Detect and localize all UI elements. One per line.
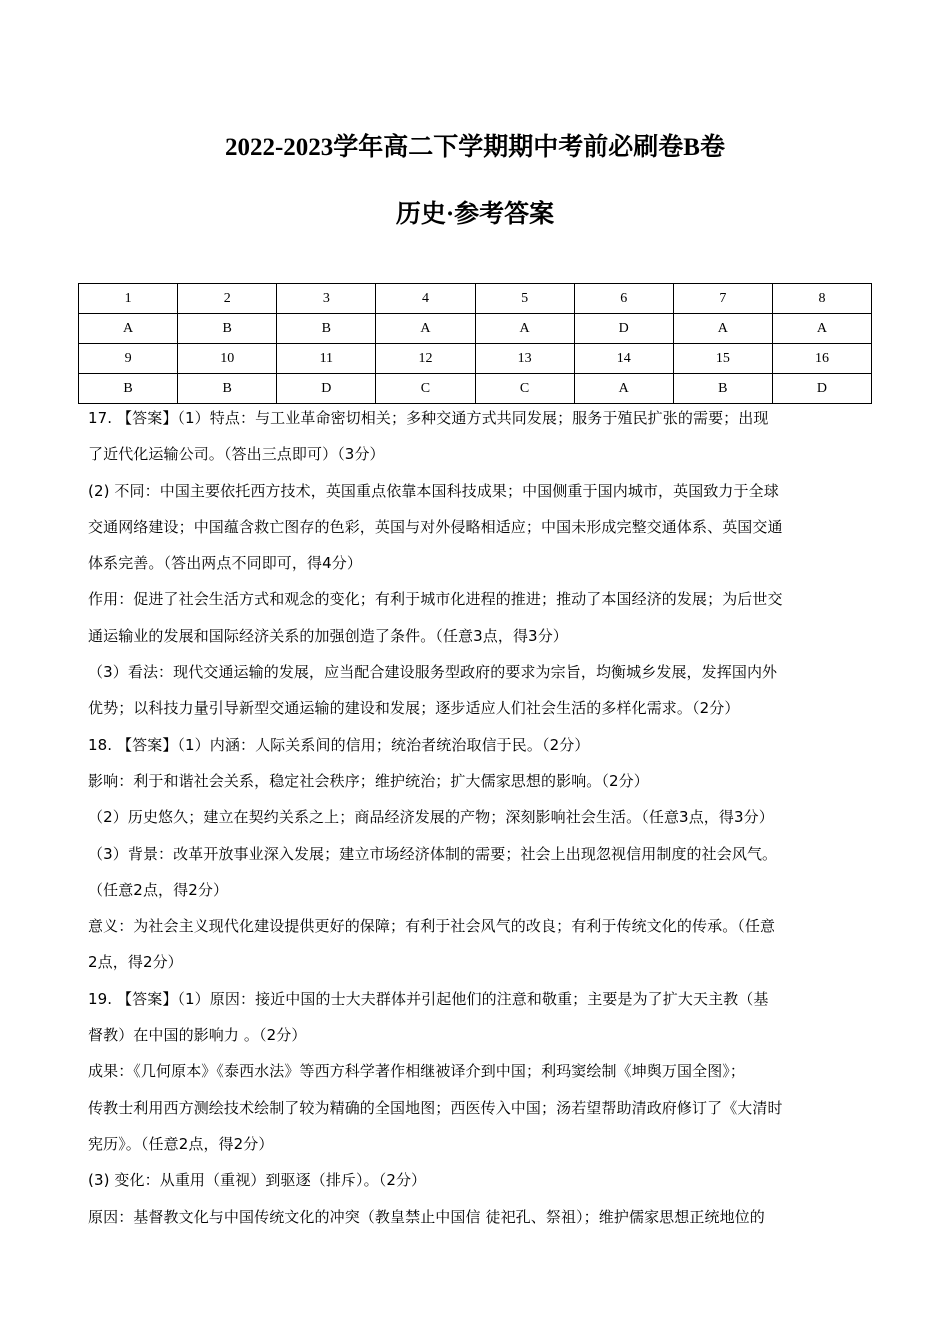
- text-line: 作用：促进了社会生活方式和观念的变化；有利于城市化进程的推进；推动了本国经济的发展；为后世交: [88, 590, 783, 609]
- answer-cell: A: [574, 374, 673, 404]
- text-line: 宪历》。（任意2点，得2分）: [88, 1134, 274, 1153]
- text-line: 17. 【答案】（1）特点：与工业革命密切相关；多种交通方式共同发展；服务于殖民扩张的需要；出现: [88, 409, 769, 427]
- answer-cell: C: [475, 374, 574, 404]
- question-number-cell: 10: [178, 344, 277, 374]
- document-title: 2022-2023学年高二下学期期中考前必刷卷B卷: [224, 134, 725, 161]
- text-line: （3）背景：改革开放事业深入发展；建立市场经济体制的需要；社会上出现忽视信用制度的社会风气。: [88, 844, 778, 863]
- question-number-cell: 9: [79, 344, 178, 374]
- answer-cell: A: [376, 314, 475, 344]
- question-number-cell: 8: [772, 284, 871, 314]
- text-line: 19. 【答案】（1）原因：接近中国的士大夫群体并引起他们的注意和敬重；主要是为了扩大天主教（基: [88, 989, 769, 1008]
- text-line: 成果：《几何原本》《泰西水法》等西方科学著作相继被译介到中国；利玛窦绘制《坤舆万国全图》；: [88, 1062, 746, 1081]
- answer-body: [88, 400, 868, 1235]
- answer-cell: B: [178, 314, 277, 344]
- question-number-cell: 14: [574, 344, 673, 374]
- answer-row: [79, 374, 872, 404]
- question-number-cell: 12: [376, 344, 475, 374]
- text-line: (2) 不同：中国主要依托西方技术，英国重点依靠本国科技成果；中国侧重于国内城市，英国致力于全球: [88, 481, 779, 500]
- answer-cell: D: [277, 374, 376, 404]
- question-number-row: [79, 284, 872, 314]
- text-line: (3) 变化：从重用（重视）到驱逐（排斥）。（2分）: [88, 1171, 427, 1190]
- question-number-row: [79, 344, 872, 374]
- answer-cell: B: [178, 374, 277, 404]
- text-line: 交通网络建设；中国蕴含救亡图存的色彩，英国与对外侵略相适应；中国未形成完整交通体系、英国交通: [88, 517, 783, 536]
- answer-cell: A: [475, 314, 574, 344]
- answer-cell: A: [79, 314, 178, 344]
- text-line: 影响：利于和谐社会关系，稳定社会秩序；维护统治；扩大儒家思想的影响。（2分）: [88, 771, 649, 790]
- question-number-cell: 16: [772, 344, 871, 374]
- question-number-cell: 1: [79, 284, 178, 314]
- text-line: （任意2点，得2分）: [88, 880, 229, 899]
- text-line: （2）历史悠久；建立在契约关系之上；商品经济发展的产物；深刻影响社会生活。（任意3点，得3分）: [88, 808, 774, 827]
- question-number-cell: 11: [277, 344, 376, 374]
- answer-row: [79, 314, 872, 344]
- question-number-cell: 5: [475, 284, 574, 314]
- text-line: 2点，得2分）: [88, 953, 183, 972]
- text-line: 优势；以科技力量引导新型交通运输的建设和发展；逐步适应人们社会生活的多样化需求。（2分）: [88, 699, 740, 718]
- text-line: 了近代化运输公司。（答出三点即可）（3分）: [88, 445, 385, 464]
- text-line: 原因：基督教文化与中国传统文化的冲突（教皇禁止中国信 徒祀孔、祭祖）；维护儒家思想正统地位的: [88, 1207, 765, 1226]
- text-line: （3）看法：现代交通运输的发展，应当配合建设服务型政府的要求为宗旨，均衡城乡发展，发挥国内外: [88, 663, 778, 682]
- text-line: 18. 【答案】（1）内涵：人际关系间的信用；统治者统治取信于民。（2分）: [88, 735, 590, 754]
- answer-cell: D: [772, 374, 871, 404]
- answer-cell: C: [376, 374, 475, 404]
- answer-table: [78, 283, 872, 404]
- answer-cell: B: [673, 374, 772, 404]
- question-number-cell: 3: [277, 284, 376, 314]
- question-number-cell: 15: [673, 344, 772, 374]
- question-number-cell: 2: [178, 284, 277, 314]
- question-number-cell: 4: [376, 284, 475, 314]
- text-line: 传教士利用西方测绘技术绘制了较为精确的全国地图；西医传入中国；汤若望帮助清政府修订了《大清时: [88, 1098, 783, 1117]
- answer-cell: B: [277, 314, 376, 344]
- question-number-cell: 13: [475, 344, 574, 374]
- answer-cell: B: [79, 374, 178, 404]
- text-line: 督教）在中国的影响力 。（2分）: [88, 1026, 307, 1045]
- text-line: 通运输业的发展和国际经济关系的加强创造了条件。（任意3点，得3分）: [88, 626, 568, 645]
- text-line: 体系完善。（答出两点不同即可，得4分）: [88, 554, 362, 573]
- document-subtitle: 历史·参考答案: [395, 201, 555, 228]
- answer-cell: A: [673, 314, 772, 344]
- answer-cell: D: [574, 314, 673, 344]
- question-number-cell: 7: [673, 284, 772, 314]
- answer-cell: A: [772, 314, 871, 344]
- question-number-cell: 6: [574, 284, 673, 314]
- text-line: 意义：为社会主义现代化建设提供更好的保障；有利于社会风气的改良；有利于传统文化的传承。（任意: [88, 917, 776, 936]
